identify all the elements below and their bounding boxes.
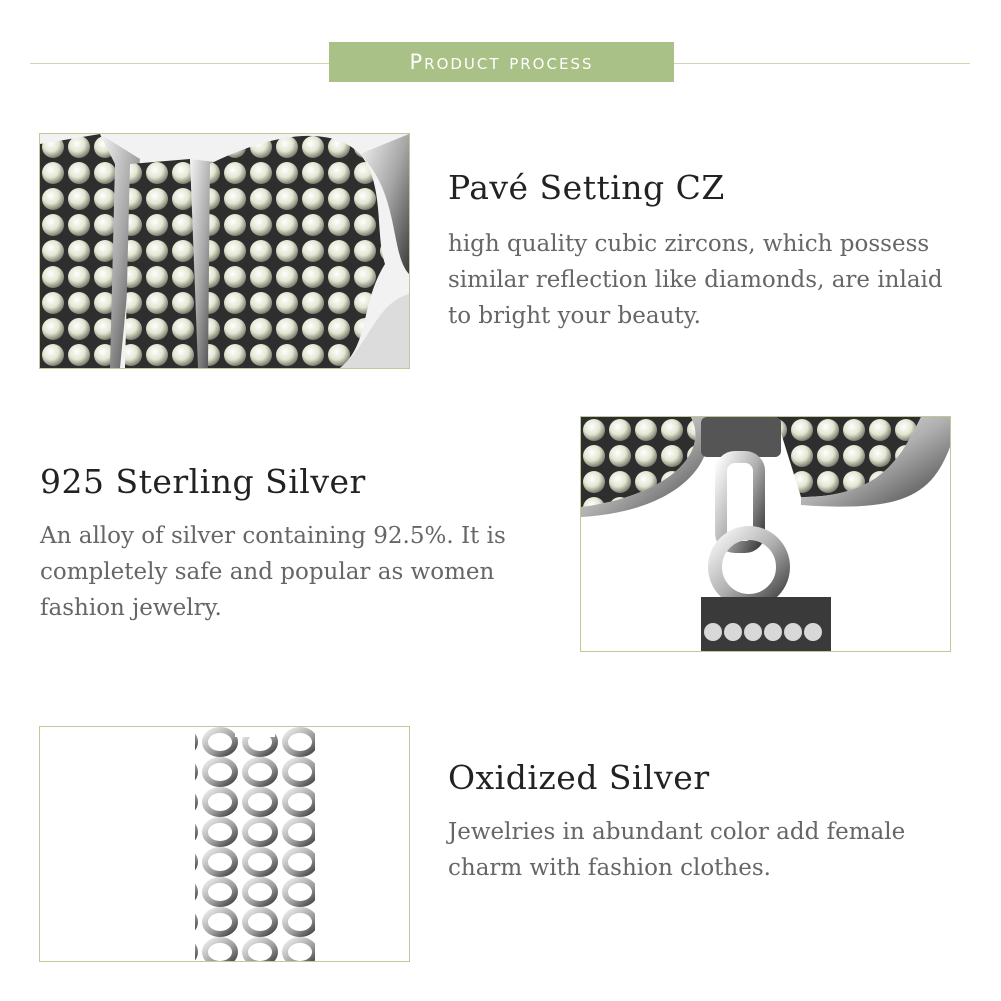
chain-illustration	[40, 727, 409, 961]
header-rule-left	[30, 63, 330, 64]
header-rule-right	[672, 63, 970, 64]
pave-setting-description: high quality cubic zircons, which possess similar reflection like diamonds, are inlaid to bright your beauty.	[448, 231, 943, 329]
sterling-silver-title: 925 Sterling Silver	[40, 462, 366, 501]
pave-bow-illustration	[40, 134, 409, 368]
sterling-silver-description: An alloy of silver containing 92.5%. It is completely safe and popular as women fashion jewelry.	[40, 523, 506, 621]
oxidized-silver-description: Jewelries in abundant color add female charm with fashion clothes.	[448, 819, 906, 881]
section-banner: Product process	[329, 42, 674, 82]
pave-setting-title: Pavé Setting CZ	[448, 168, 725, 207]
oxidized-silver-title: Oxidized Silver	[448, 758, 710, 797]
sterling-silver-photo	[580, 416, 951, 652]
oxidized-silver-photo	[39, 726, 410, 962]
pave-setting-photo	[39, 133, 410, 369]
bow-link-illustration	[581, 417, 950, 651]
